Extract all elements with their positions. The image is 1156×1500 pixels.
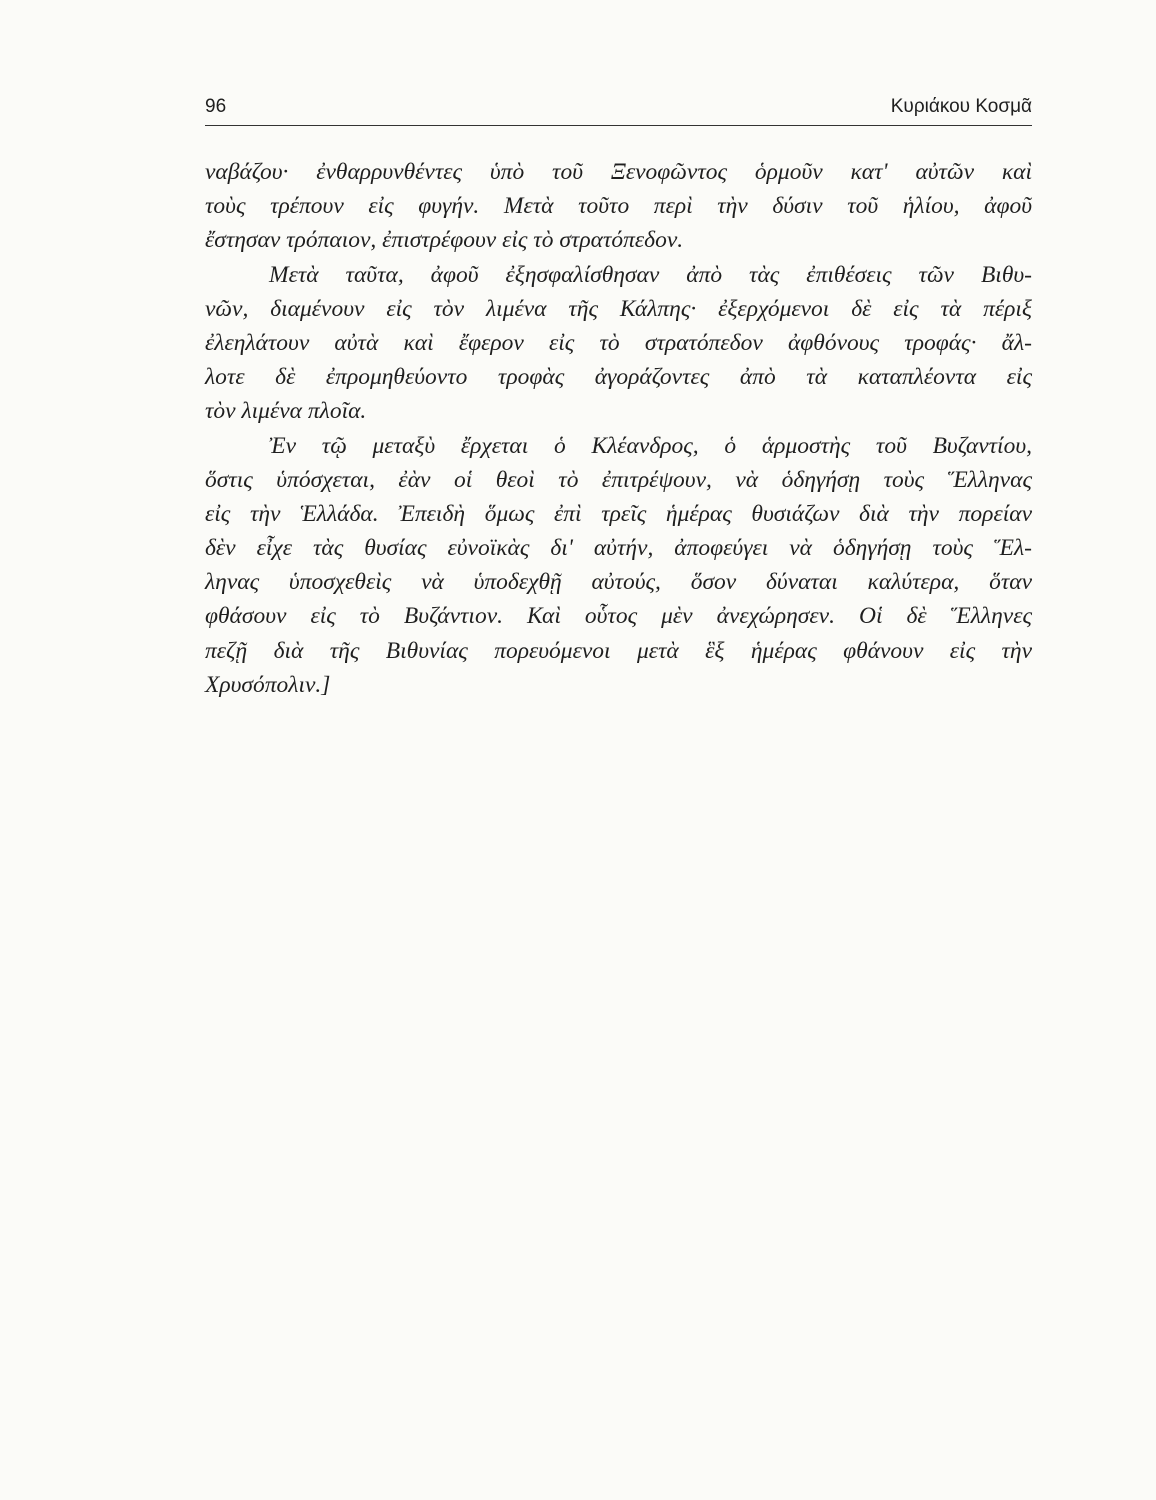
text-line: ληνας ὑποσχεθεὶς νὰ ὑποδεχθῇ αὐτούς, ὅσον δύναται καλύτερα, ὅταν <box>205 569 1032 596</box>
text-line: ὅστις ὑπόσχεται, ἐὰν οἱ θεοὶ τὸ ἐπιτρέψουν, νὰ ὁδηγήσῃ τοὺς Ἕλληνας <box>205 466 1032 493</box>
text-line: δὲν εἶχε τὰς θυσίας εὐνοϊκὰς δι' αὐτήν, ἀποφεύγει νὰ ὁδηγήσῃ τοὺς Ἕλ- <box>205 535 1032 562</box>
text-line: ἔστησαν τρόπαιον, ἐπιστρέφουν εἰς τὸ στρατόπεδον. <box>205 227 684 254</box>
text-line: τὸν λιμένα πλοῖα. <box>205 398 367 425</box>
paragraph <box>205 258 1032 429</box>
text-line: Χρυσόπολιν.] <box>205 671 331 698</box>
text-line: ἐλεηλάτουν αὐτὰ καὶ ἔφερον εἰς τὸ στρατόπεδον ἀφθόνους τροφάς· ἄλ- <box>205 329 1032 356</box>
text-line: λοτε δὲ ἐπρομηθεύοντο τροφὰς ἀγοράζοντες ἀπὸ τὰ καταπλέοντα εἰς <box>205 364 1032 391</box>
text-line: φθάσουν εἰς τὸ Βυζάντιον. Καὶ οὗτος μὲν ἀνεχώρησεν. Οἱ δὲ Ἕλληνες <box>205 603 1032 630</box>
running-head: Κυριάκου Κοσμᾶ <box>890 96 1032 117</box>
text-line: πεζῇ διὰ τῆς Βιθυνίας πορευόμενοι μετὰ ἓξ ἡμέρας φθάνουν εἰς τὴν <box>205 637 1032 664</box>
text-line: τοὺς τρέπουν εἰς φυγήν. Μετὰ τοῦτο περὶ τὴν δύσιν τοῦ ἡλίου, ἀφοῦ <box>205 193 1032 220</box>
paragraph <box>205 429 1032 703</box>
text-line: εἰς τὴν Ἑλλάδα. Ἐπειδὴ ὅμως ἐπὶ τρεῖς ἡμέρας θυσιάζων διὰ τὴν πορείαν <box>205 500 1032 527</box>
text-line: Μετὰ ταῦτα, ἀφοῦ ἐξησφαλίσθησαν ἀπὸ τὰς ἐπιθέσεις τῶν Βιθυ- <box>269 261 1032 288</box>
header-rule <box>205 125 1032 126</box>
text-line: Ἐν τῷ μεταξὺ ἔρχεται ὁ Κλέανδρος, ὁ ἁρμοστὴς τοῦ Βυζαντίου, <box>269 432 1032 459</box>
text-line: ναβάζου· ἐνθαρρυνθέντες ὑπὸ τοῦ Ξενοφῶντος ὁρμοῦν κατ' αὐτῶν καὶ <box>205 159 1032 185</box>
page-number: 96 <box>205 96 227 117</box>
text-line: νῶν, διαμένουν εἰς τὸν λιμένα τῆς Κάλπης· ἐξερχόμενοι δὲ εἰς τὰ πέριξ <box>205 295 1032 322</box>
body-text <box>205 155 1032 702</box>
paragraph <box>205 155 1032 258</box>
